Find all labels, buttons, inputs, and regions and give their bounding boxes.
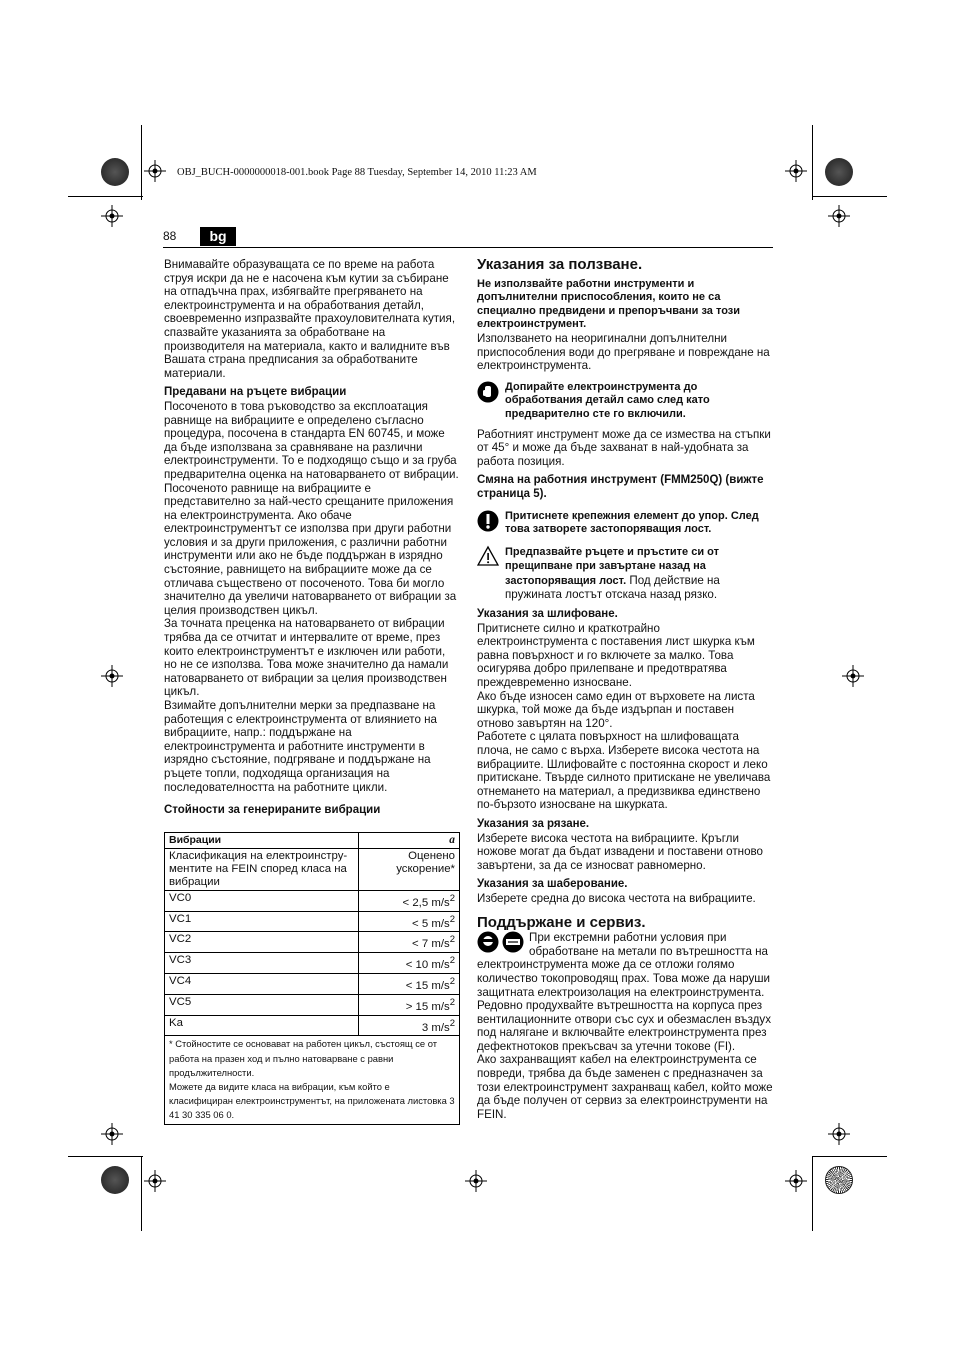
table-cell: VC3 — [165, 953, 359, 974]
table-value: < 7 m/s — [412, 938, 450, 951]
table-header-row — [165, 832, 460, 848]
superscript: 2 — [449, 955, 455, 967]
table-value: < 10 m/s — [405, 958, 450, 971]
header-rule — [163, 247, 773, 248]
tool-change-heading: Смяна на работния инструмент (FMM250Q) (вижте страница 5). — [477, 474, 764, 500]
file-header: OBJ_BUCH-0000000018-001.book Page 88 Tuesday, September 14, 2010 11:23 AM — [177, 167, 537, 178]
values-heading: Стойности за генерираните вибрации — [164, 804, 381, 817]
vibration-paragraph: За точната преценка на натоварването от вибрации трябва да се отчитат и интервалите от време, през които електроинструментът е изключен или работи, но не се използва. Това може значително да намали натоварването от вибрации за целия производствен цикъл. — [164, 617, 449, 699]
registration-mark-icon — [101, 665, 123, 687]
table-footnote: * Стойностите се основават на работен цикъл, състоящ се от работа на празен ход и пълно натоварване с равни продължителности. — [169, 1038, 438, 1078]
right-column — [477, 258, 773, 1121]
service-heading: Поддържане и сервиз. — [477, 913, 646, 931]
grinding-paragraph: Притиснете силно и краткотрайно електроинструмента с поставения лист шкурка към равна повърхност и го включете за малко. Това осигурява добро прилепване и предотвратява преждевременно износване. — [477, 621, 755, 690]
crop-line — [141, 1156, 142, 1231]
superscript: 2 — [449, 934, 455, 946]
warning-text — [505, 545, 773, 602]
crop-line — [68, 196, 143, 197]
table-row — [165, 911, 460, 932]
scraping-heading: Указания за шаберование. — [477, 878, 628, 891]
warning-block — [477, 545, 773, 602]
compressed-air-icon — [502, 931, 524, 953]
table-row — [165, 953, 460, 974]
registration-mark-icon — [144, 160, 166, 182]
scraping-paragraph: Изберете средна до висока честота на вибрациите. — [477, 891, 756, 905]
eye-protection-icon — [477, 931, 499, 953]
registration-mark-icon — [144, 1170, 166, 1192]
table-value: < 5 m/s — [412, 917, 450, 930]
registration-mark-icon — [465, 1170, 487, 1192]
table-cell — [359, 953, 460, 974]
table-cell: Класификация на електроинстру-ментите на FEIN според класа на вибрации — [165, 848, 359, 890]
table-row — [165, 848, 460, 890]
warning-text: Притиснете крепежния елемент до упор. След това затворете застопоряващия лост. — [505, 509, 759, 536]
warning-triangle-icon — [477, 545, 499, 567]
table-cell: VC0 — [165, 890, 359, 911]
warning-block — [477, 381, 773, 422]
table-cell: Оценено ускорение* — [359, 848, 460, 890]
table-header-cell: Вибрации — [165, 832, 359, 848]
table-row — [165, 973, 460, 994]
service-block — [477, 931, 773, 1053]
table-cell — [359, 1015, 460, 1036]
table-cell — [359, 973, 460, 994]
left-column — [164, 258, 460, 1125]
superscript: 2 — [449, 913, 455, 925]
cutting-heading: Указания за рязане. — [477, 817, 590, 830]
cutting-paragraph: Изберете висока честота на вибрациите. Кръгли ножове могат да бъдат извадени и поставени отново завъртени, за да се износват равномерно. — [477, 831, 763, 872]
registration-mark-icon — [785, 1170, 807, 1192]
table-note-row — [165, 1036, 460, 1124]
table-row — [165, 890, 460, 911]
intro-paragraph: Внимавайте образуващата се по време на работа струя искри да не е насочена към кутии за събиране на отпадъчна прах, избягвайте прегряването на електроинструмента и на обработвания детайл, своевременно изпразвайте прахоуловителната кутия, спазвайте указанията за обработване на производителя на материала, както и валидните във Вашата страна предписания за обработваните материали. — [164, 258, 456, 380]
table-header-cell: a — [359, 832, 460, 848]
table-cell — [359, 932, 460, 953]
usage-heading: Указания за ползване. — [477, 256, 643, 273]
table-cell: Ka — [165, 1015, 359, 1036]
table-cell — [359, 994, 460, 1015]
language-badge: bg — [200, 227, 236, 246]
table-note — [165, 1036, 460, 1124]
service-paragraph: При екстремни работни условия при обработване на метали по вътрешността на електроинструмента може да се отложи голямо количество токопроводящ прах. Това може да наруши защитната електроизолация на електроинструмента. Редовно продухвайте вътрешността на корпуса през вентилационните отвори със сух и обезмаслен въздух под налягане и включвайте електроинструмента през дефектнотоков прекъсвач за утечни токове (FI). — [477, 931, 772, 1053]
superscript: 2 — [449, 892, 455, 904]
page-number: 88 — [163, 229, 177, 243]
registration-mark-icon — [828, 1123, 850, 1145]
table-footnote: Можете да видите класа на вибрации, към който е класифициран електроинструментът, на приложената листовка 3 41 30 335 06 0. — [169, 1080, 455, 1121]
usage-warning: Не използвайте работни инструменти и допълнителни приспособления, които не са специално предвидени и препоръчвани за този електроинструмент. — [477, 277, 741, 331]
superscript: 2 — [449, 1017, 455, 1029]
service-icons — [477, 931, 524, 953]
table-row — [165, 1015, 460, 1036]
table-value: < 2,5 m/s — [402, 896, 450, 909]
vibration-paragraph: Посоченото в това ръководство за експлоатация равнище на вибрациите е определено съгласно процедура, посочена в стандарта EN 60745, и може да бъде използвана за сравняване на различни електроинструменти. То е подходящо също и за груба предварителна оценка на натоварването от вибрации. — [164, 399, 459, 481]
warning-block — [477, 510, 773, 537]
superscript: 2 — [449, 975, 455, 987]
crop-line — [68, 1156, 143, 1157]
table-value: < 15 m/s — [405, 979, 450, 992]
crop-line — [812, 1156, 887, 1157]
usage-paragraph: Използването на неоригинални допълнителни приспособления води до прегряване и повреждане на електроинструмента. — [477, 331, 770, 373]
table-cell — [359, 911, 460, 932]
table-cell: VC1 — [165, 911, 359, 932]
vibration-heading: Предавани на ръцете вибрации — [164, 386, 347, 399]
service-paragraph: Ако захранващият кабел на електроинструмента се повреди, трябва да бъде заменен с предназначен за този електроинструмент захранващ кабел, който може да бъде получен от сервиз за електроинструменти на FEIN. — [477, 1053, 773, 1121]
registration-mark-icon — [785, 160, 807, 182]
table-cell: VC4 — [165, 973, 359, 994]
vibration-paragraph: Взимайте допълнителни мерки за предпазване на работещия с електроинструмента от влиянието на вибрациите, напр.: поддържане на електроинструмента и работните инструменти в изрядно състояние, подгряване и поддържане на ръцете топли, подходяща организация на последователността на работните цикли. — [164, 699, 437, 794]
superscript: 2 — [449, 996, 455, 1008]
table-cell: VC2 — [165, 932, 359, 953]
mandatory-hand-icon — [477, 381, 499, 403]
registration-mark-icon — [101, 205, 123, 227]
registration-mark-icon — [842, 665, 864, 687]
registration-mark-icon — [828, 205, 850, 227]
grinding-heading: Указания за шлифоване. — [477, 608, 618, 621]
table-row — [165, 994, 460, 1015]
warning-text: Допирайте електроинструмента до обработвания детайл само след като предварително сте го включили. — [505, 380, 710, 420]
warning-plain: Под действие на пружината лостът отскача назад рязко. — [505, 573, 720, 602]
color-dial-icon — [825, 158, 853, 186]
color-dial-icon — [825, 1166, 853, 1194]
rotate-paragraph: Работният инструмент може да се измества на стъпки от 45° и може да бъде захванат в най-удобната за работа позиция. — [477, 427, 771, 468]
registration-mark-icon — [101, 1123, 123, 1145]
exclamation-icon — [477, 510, 499, 532]
table-cell — [359, 890, 460, 911]
table-cell: VC5 — [165, 994, 359, 1015]
table-value: > 15 m/s — [405, 1000, 450, 1013]
vibration-paragraph: Посоченото равнище на вибрациите е представително за най-често срещаните приложения на електроинструмента. Ако обаче електроинструментът се използва при други работни условия и за други приложения, с различни работни инструменти или ако не бъде поддържан в изрядно състояние, равнището на вибрациите може да се отличава съществено от посоченото. Това би могло значително да увеличи натоварването от вибрации за целия производствен цикъл. — [164, 481, 457, 617]
grinding-paragraph: Ако бъде износен само един от върховете на листа шкурка, той може да бъде издърпан и поставен отново завъртян на 120°. — [477, 689, 755, 730]
table-value: 3 m/s — [421, 1021, 450, 1034]
color-dial-icon — [101, 158, 129, 186]
crop-line — [812, 1156, 813, 1231]
crop-line — [141, 125, 142, 200]
table-row — [165, 932, 460, 953]
vibration-table — [164, 832, 460, 1125]
grinding-paragraph: Работете с цялата повърхност на шлифоващата плоча, не само с върха. Изберете висока честота на вибрациите. Шлифовайте с постоянна скорост и леко притискане. Твърде силното притискане не увеличава отнемането на материал, а предизвиква единствено по-бързото износване на шкурката. — [477, 730, 771, 812]
crop-line — [812, 125, 813, 200]
crop-line — [812, 196, 887, 197]
warning-bold: Предпазвайте ръцете и пръстите си от прещипване при завъртане назад на застопоряващия лост. — [505, 545, 719, 587]
color-dial-icon — [101, 1166, 129, 1194]
